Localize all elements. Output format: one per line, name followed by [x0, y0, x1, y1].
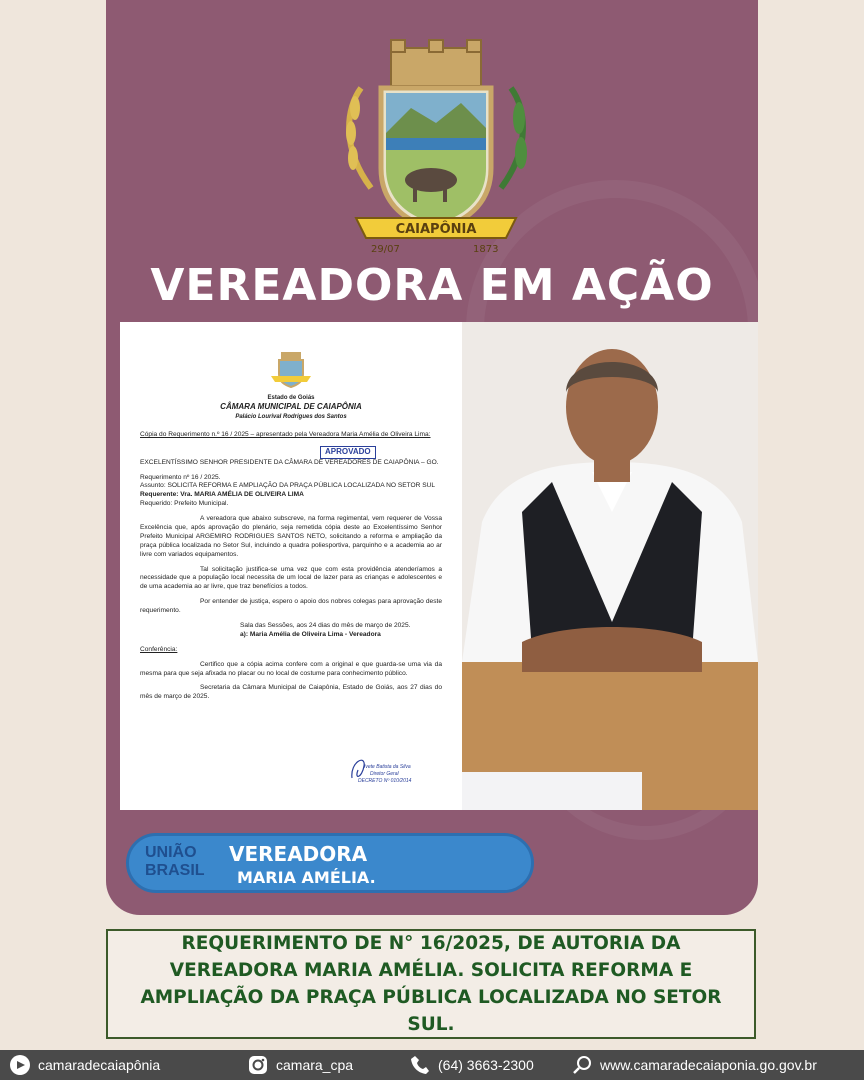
- footer-website[interactable]: [572, 1055, 817, 1075]
- document-conference-text: Certifico que a cópia acima confere com a original e que guarda-se uma via da mesma para que seja afixada no placar ou no local de costume para conhecimento público.: [140, 660, 442, 677]
- party-logo-line2: BRASIL: [145, 862, 205, 879]
- document-signed: a): Maria Amélia de Oliveira Lima - Vereadora: [240, 630, 381, 638]
- crest-city-name: CAIAPÔNIA: [395, 222, 477, 237]
- requirement-document: [120, 322, 462, 810]
- councilwoman-name: MARIA AMÉLIA.: [237, 868, 376, 887]
- document-paragraph: Por entender de justiça, espero o apoio dos nobres colegas para aprovação deste requerimento.: [140, 598, 442, 615]
- document-subject: Assunto: SOLICITA REFORMA E AMPLIAÇÃO DA PRAÇA PÚBLICA LOCALIZADA NO SETOR SUL: [140, 482, 436, 490]
- party-banner: [126, 833, 534, 893]
- instagram-icon: [248, 1055, 268, 1075]
- document-crest-icon: [267, 350, 315, 390]
- document-paragraph: Tal solicitação justifica-se uma vez que com esta providência atenderíamos a necessidade que a população local necessita de um local de lazer para as crianças e adolescentes e de uma academia ao ar livre, que traz benefícios a todos.: [140, 565, 442, 591]
- document-palace: Palácio Lourival Rodrigues dos Santos: [235, 413, 347, 420]
- crest-date-left: 29/07: [371, 244, 400, 255]
- phone-number: (64) 3663-2300: [438, 1057, 534, 1073]
- youtube-icon: [10, 1055, 30, 1075]
- document-paragraph: A vereadora que abaixo subscreve, na forma regimental, vem requerer de Vossa Excelência que, após aprovação do plenário, seja remetida cópia deste ao Excelentíssimo Senhor Prefeito Municipal ARGEMIRO RODRIGUES SANTOS NETO, solicitando a reforma e ampliação da praça pública localizada no Setor Sul, incluindo a quadra poliesportiva, parquinho e a academia ao ar livre com variados equipamentos.: [140, 515, 442, 558]
- instagram-handle: camara_cpa: [276, 1057, 354, 1073]
- approved-stamp: APROVADO: [320, 446, 376, 459]
- youtube-handle: camaradecaiapônia: [38, 1057, 161, 1073]
- footer-instagram[interactable]: [248, 1055, 353, 1075]
- website-url: www.camaradecaiaponia.go.gov.br: [600, 1057, 817, 1073]
- caption-text: REQUERIMENTO DE N° 16/2025, DE AUTORIA DA VEREADORA MARIA AMÉLIA. SOLICITA REFORMA E AMPLIAÇÃO DA PRAÇA PÚBLICA LOCALIZADA NO SETOR SUL.: [140, 933, 722, 1035]
- page-headline: VEREADORA EM AÇÃO: [150, 260, 714, 311]
- crest-date-right: 1873: [473, 244, 499, 255]
- document-secretaria: Secretaria da Câmara Municipal de Caiapônia, Estado de Goiás, aos 27 dias do mês de março de 2025.: [140, 684, 442, 701]
- footer-phone[interactable]: [410, 1055, 534, 1075]
- city-crest-logo: [331, 38, 541, 258]
- document-state: Estado de Goiás: [267, 395, 315, 401]
- signature-decree: DECRETO Nº 010/2014: [358, 778, 412, 784]
- header-panel: [106, 0, 758, 915]
- footer-youtube[interactable]: [10, 1055, 160, 1075]
- document-session: Sala das Sessões, aos 24 dias do mês de março de 2025.: [240, 622, 411, 630]
- signature-name: Ivete Batista da Silva: [364, 764, 411, 770]
- document-copy-line: Cópia do Requerimento n.º 16 / 2025 – apresentado pela Vereadora Maria Amélia de Oliveira Lima:: [140, 430, 431, 438]
- document-house: CÂMARA MUNICIPAL DE CAIAPÔNIA: [220, 402, 362, 412]
- search-icon: [572, 1055, 592, 1075]
- document-requested: Requerido: Prefeito Municipal.: [140, 500, 229, 508]
- footer-bar: [0, 1050, 864, 1080]
- document-addressee: EXCELENTÍSSIMO SENHOR PRESIDENTE DA CÂMARA DE VEREADORES DE CAIAPÔNIA – GO.: [140, 458, 439, 466]
- caption-box: [106, 929, 756, 1039]
- phone-icon: [410, 1055, 430, 1075]
- document-req-no: Requerimento nº 16 / 2025.: [140, 473, 221, 481]
- councilwoman-photo: [462, 322, 758, 810]
- party-logo-line1: UNIÃO: [145, 844, 197, 861]
- document-conference-title: Conferência:: [140, 645, 178, 653]
- signature: [348, 752, 418, 800]
- signature-role: Diretor Geral: [370, 771, 399, 777]
- party-title: VEREADORA: [229, 842, 368, 866]
- document-requester: Requerente: Vra. MARIA AMÉLIA DE OLIVEIRA LIMA: [140, 491, 304, 499]
- party-logo: [145, 844, 215, 886]
